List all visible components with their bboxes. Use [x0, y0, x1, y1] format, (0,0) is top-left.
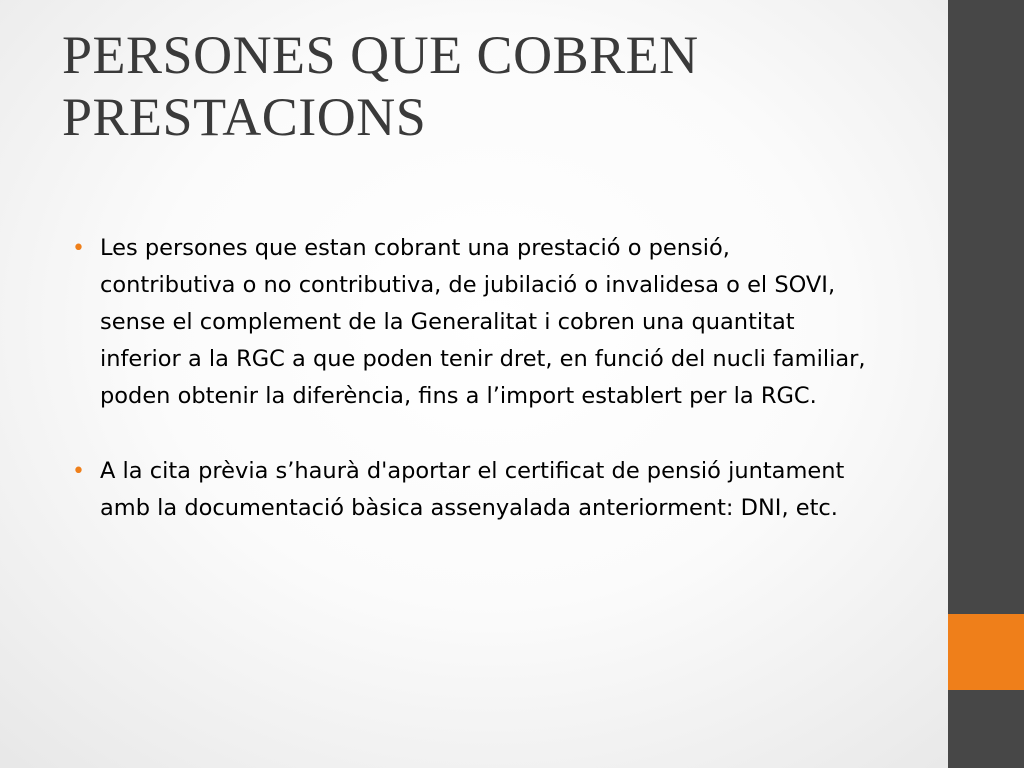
bullet-item	[72, 453, 872, 527]
accent-square	[948, 614, 1024, 690]
bullet-text: Les persones que estan cobrant una prestació o pensió, contributiva o no contributiva, de jubilació o invalidesa o el SOVI, sense el complement de la Generalitat i cobren una quantitat inferior a la RGC a que poden tenir dret, en funció del nucli familiar, poden obtenir la diferència, fins a l’import establert per la RGC.	[100, 235, 866, 409]
bullet-item	[72, 230, 872, 415]
bullet-list	[72, 230, 872, 565]
bullet-icon: •	[72, 459, 85, 484]
slide-title: PERSONES QUE COBREN PRESTACIONS	[62, 25, 699, 147]
bullet-icon: •	[72, 236, 85, 261]
bullet-text: A la cita prèvia s’haurà d'aportar el certificat de pensió juntament amb la documentació bàsica assenyalada anteriorment: DNI, etc.	[100, 458, 845, 521]
